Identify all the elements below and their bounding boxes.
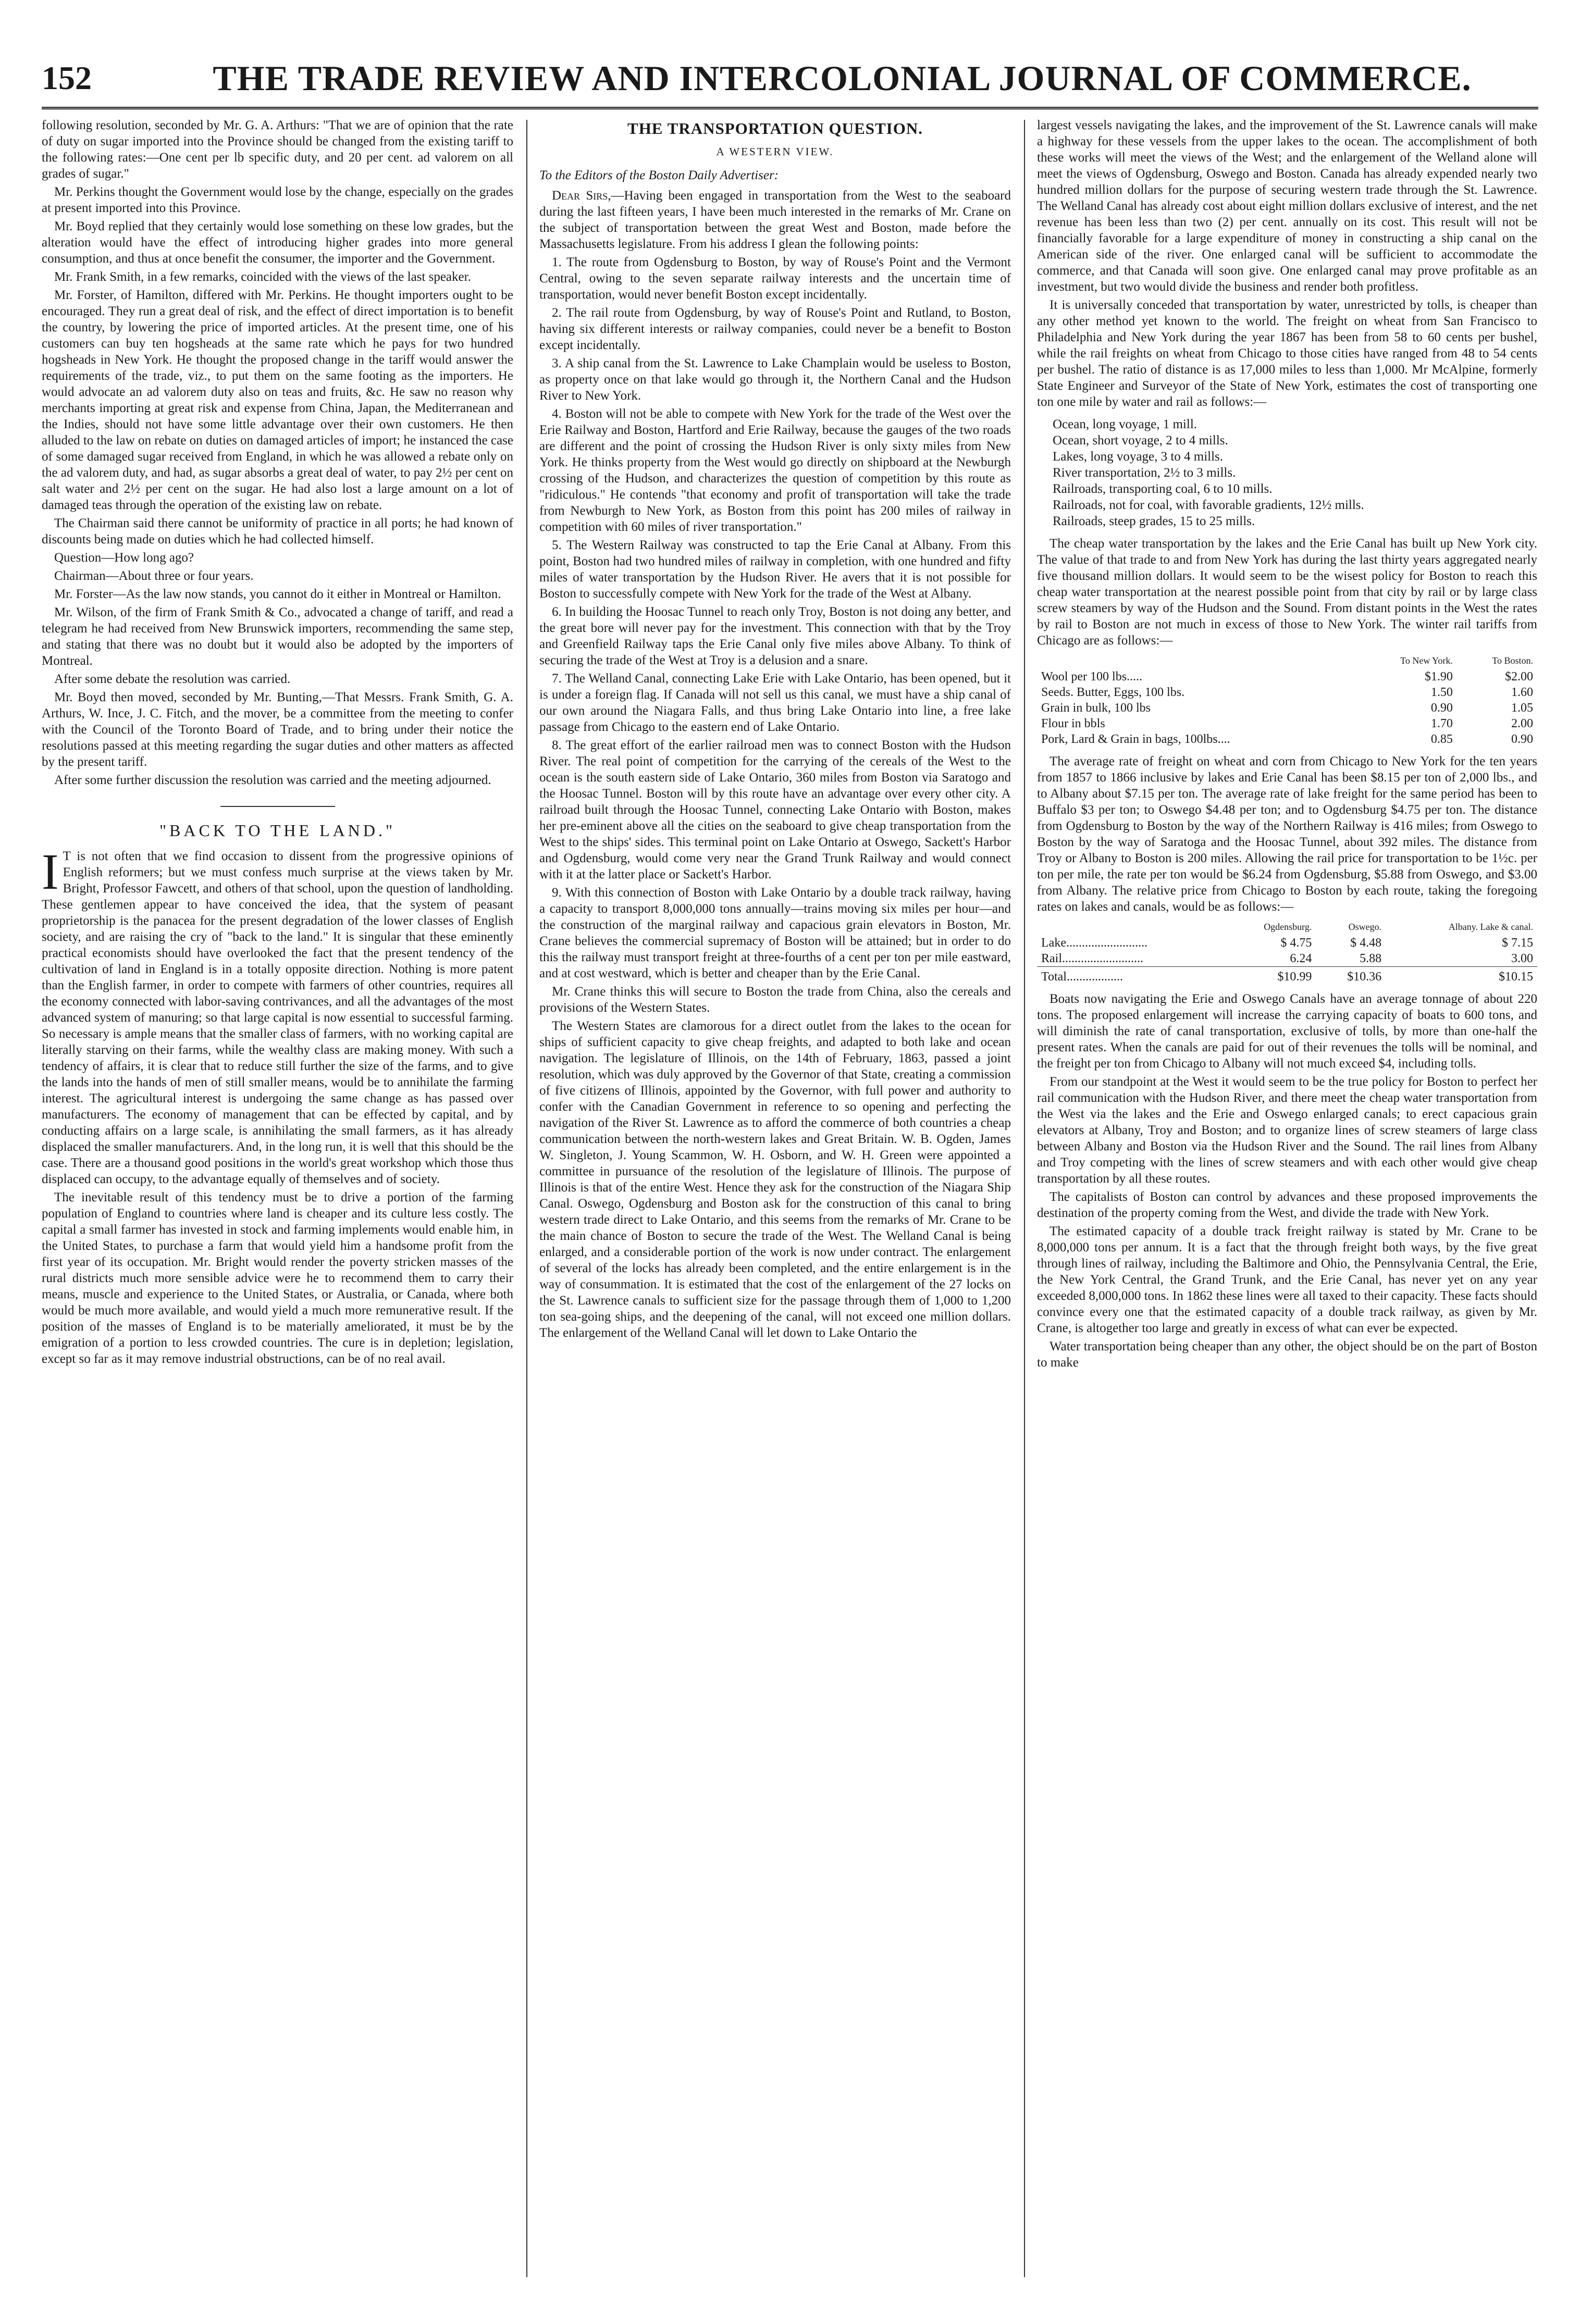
running-header bbox=[42, 55, 1538, 107]
table-cell: 0.90 bbox=[1511, 732, 1533, 746]
table-row bbox=[1037, 731, 1537, 747]
paragraph: 4. Boston will not be able to compete with New York for the trade of the West over the Erie Railway and Boston, Hartford and Erie Railway, because the gauges of the two roads are different and the point of crossing the Hudson River is only sixty miles from New York. He thinks property from the West would go directly on shipboard at the Newburgh crossing of the Hudson, and characterizes the question of competition by this route as "ridiculous." He contends "that economy and profit of transportation will take the trade from Newburgh to New York, as Boston from this point has 200 miles of railway in competition with 60 miles of river transportation." bbox=[539, 407, 1011, 534]
paragraph: After some further discussion the resolution was carried and the meeting adjourned. bbox=[54, 773, 491, 787]
drop-cap: I bbox=[42, 844, 59, 900]
paragraph: 7. The Welland Canal, connecting Lake Erie with Lake Ontario, has been opened, but it is under a foreign flag. If Canada will not sell us this canal, we must have a ship canal of our own around the Niagara Falls, and thus bring Lake Ontario into line, a free lake passage from Chicago to the eastern end of Lake Ontario. bbox=[539, 672, 1011, 734]
table-cell: $ 4.75 bbox=[1280, 936, 1312, 950]
paragraph: 8. The great effort of the earlier railroad men was to connect Boston with the Hudson River. The real point of competition for the carrying of the cereals of the West to the ocean is the south eastern side of Lake Ontario, 360 miles from Boston via Saratogo and the Hoosac Tunnel. Boston will by this route have an advantage over every other city. A railroad built through the Hoosac Tunnel, connecting Lake Ontario with Boston, makes her pre-eminent above all the cities on the seaboard to give cheap transportation from the West to the ships' sides. This terminal point on Lake Ontario at Oswego, Sackett's Harbor and Ogdensburg, would come very near the Grand Trunk Railway and would connect with it at the latter place or Sackett's Harbor. bbox=[539, 738, 1011, 881]
paragraph: Water transportation being cheaper than any other, the object should be on the part of Boston to make bbox=[1037, 1339, 1537, 1370]
paragraph: 2. The rail route from Ogdensburg, by way of Rouse's Point and Rutland, to Boston, having six different interests or railway companies, could never be a benefit to Boston except incidentally. bbox=[539, 306, 1011, 352]
table-header-cell bbox=[1037, 919, 1224, 935]
paragraph: The estimated capacity of a double track freight railway is stated by Mr. Crane to be 8,000,000 tons per annum. It is a fact that the through freight both ways, by the five great through lines of railway, including the Baltimore and Ohio, the Pennsylvania Central, the Erie, the New York Central, the Grand Trunk, and the Erie Canal, has never yet on any year exceeded 8,000,000 tons. In 1862 these lines were all taxed to their capacity. These facts should convince every one that the estimated capacity of a double track railway, as given by Mr. Crane, is altogether too large and greatly in excess of what can ever be expected. bbox=[1037, 1224, 1537, 1335]
paragraph: Mr. Boyd then moved, seconded by Mr. Bunting,—That Messrs. Frank Smith, G. A. Arthurs, W. Ince, J. C. Fitch, and the mover, be a committee from the meeting to confer with the Council of the Toronto Board of Trade, and to bring under their notice the resolutions passed at this meeting regarding the sugar duties and other matters as affected by the present tariff. bbox=[42, 690, 513, 769]
table-cell: $2.00 bbox=[1505, 670, 1533, 683]
table-cell: $ 4.48 bbox=[1350, 936, 1382, 950]
list-item: Railroads, not for coal, with favorable gradients, 12½ mills. bbox=[1053, 498, 1364, 512]
article-title-back-to-the-land: "BACK TO THE LAND." bbox=[159, 821, 396, 840]
winter-tariff-table bbox=[1037, 653, 1537, 747]
article-subtitle: A WESTERN VIEW. bbox=[716, 145, 834, 158]
paragraph: The Western States are clamorous for a direct outlet from the lakes to the ocean for ships of sufficient capacity to give cheap freights, and adapted to both lake and ocean navigation. The legislature of Illinois, on the 14th of February, 1863, passed a joint resolution, which was duly approved by the Governor of that State, creating a commission of five citizens of Illinois, appointed by the Governor, with full power and authority to confer with the Canadian Government in reference to so opening and perfecting the navigation of the River St. Lawrence as to afford the commerce of both countries a cheap communication between the north-western lakes and Great Britain. W. B. Ogden, James W. Singleton, J. Young Scammon, W. H. Osborn, and W. H. Green were appointed a committee in pursuance of the resolution of the legislature of Illinois. The purpose of Illinois is that of the entire West. Hence they ask for the construction of the Niagara Ship Canal. Oswego, Ogdensburg and Boston ask for the construction of this canal to bring western trade direct to Lake Ontario, and this seems from the remarks of Mr. Crane to be the main chance of Boston to secure the trade of the West. The Welland Canal is being enlarged, and a considerable portion of the work is now under contract. The enlargement of several of the locks has already been completed, and the entire enlargement is in the way of consummation. It is estimated that the cost of the enlargement of the 27 locks on the St. Lawrence canals to sufficient size for the passage through them of 1,000 to 1,200 ton sea-going ships, and the deepening of the canal, will not exceed one million dollars. The enlargement of the Welland Canal will let down to Lake Ontario the bbox=[539, 1019, 1011, 1340]
table-cell: 3.00 bbox=[1511, 952, 1533, 965]
table-cell: Flour in bbls bbox=[1041, 717, 1105, 730]
table-cell: Pork, Lard & Grain in bags, 100lbs.... bbox=[1041, 732, 1230, 746]
route-cost-table bbox=[1037, 919, 1537, 985]
paragraph: The Chairman said there cannot be uniformity of practice in all ports; he had known of discounts being made on duties which he had collected himself. bbox=[42, 516, 513, 546]
table-cell: Wool per 100 lbs..... bbox=[1041, 670, 1143, 683]
paragraph-with-drop-cap bbox=[42, 844, 513, 1187]
table-cell: 1.70 bbox=[1430, 717, 1453, 730]
paragraph: 1. The route from Ogdensburg to Boston, by way of Rouse's Point and the Vermont Central, owing to the seven separate railway interests and the uncertain time of transportation, would never benefit Boston except incidentally. bbox=[539, 255, 1011, 302]
table-cell: 2.00 bbox=[1511, 717, 1533, 730]
paragraph: Mr. Boyd replied that they certainly would lose something on these low grades, but the alteration would have the effect of introducing higher grades into more general consumption, and thus at once benefit the consumer, the importer and the Government. bbox=[42, 219, 513, 266]
paragraph: Mr. Perkins thought the Government would lose by the change, especially on the grades at present imported into this Province. bbox=[42, 185, 513, 215]
paragraph bbox=[539, 188, 1011, 252]
journal-title: THE TRADE REVIEW AND INTERCOLONIAL JOURNAL OF COMMERCE. bbox=[213, 58, 1472, 98]
paragraph: Mr. Forster, of Hamilton, differed with Mr. Perkins. He thought importers ought to be encouraged. They run a great deal of risk, and the effect of direct importation is to benefit the country, by lowering the price of imported articles. At the present time, one of his customers can buy ten hogsheads at the same rate which he pays for two hundred hogsheads in New York. He thought the proposed change in the tariff would answer the requirements of the trade, viz., to put them on the same footing as the importers. He would advocate an ad valorem duty also on teas and fruits, &c. He saw no reason why merchants importing at great risk and expense from China, Japan, the Mediterranean and the Indies, should not have some little advantage over their own customers. He then alluded to the law on rebate on duties on damaged articles of import; he instanced the case of some damaged sugar received from England, in which he was allowed a rebate only on the ad valorem duty, and had, as sugar absorbs a great deal of water, to pay 2½ per cent on salt water and 2½ per cent on the sugar. He had also lost a large amount on a lot of damaged teas through the operation of the existing law on rebate. bbox=[42, 288, 513, 512]
paragraph: 5. The Western Railway was constructed to tap the Erie Canal at Albany. From this point, Boston had two hundred miles of railway in completion, with one hundred and fifty miles of water transportation by the Hudson River. He avers that it is not possible for Boston to successfully compete with New York for the trade of the West at Albany. bbox=[539, 538, 1011, 601]
list-item: Railroads, steep grades, 15 to 25 mills. bbox=[1053, 514, 1255, 528]
table-cell: Seeds. Butter, Eggs, 100 lbs. bbox=[1041, 686, 1185, 699]
paragraph: The inevitable result of this tendency must be to drive a portion of the farming population of England to countries where land is cheaper and its culture less costly. The capital a small farmer has invested in stock and farming implements would enable him, in the United States, to purchase a farm that would yield him a handsome profit from the first year of its occupation. Mr. Bright would render the poverty stricken masses of the rural districts much more sensible advice were he to recommend them to carry their means, muscle and experience to the United States, or Australia, or Canada, where both would be much more available, and would yield a much more remunerative result. If the position of the masses of England is to be materially ameliorated, it must be by the emigration of a portion to less crowded countries. The cure is in depletion; legislation, except so far as it may remove industrial obstructions, can be of no real avail. bbox=[42, 1190, 513, 1366]
table-row bbox=[1037, 700, 1537, 716]
cost-list bbox=[1053, 416, 1537, 529]
table-cell: $ 7.15 bbox=[1502, 936, 1533, 950]
table-cell: 1.50 bbox=[1430, 686, 1453, 699]
paragraph: Chairman—About three or four years. bbox=[54, 569, 254, 583]
paragraph: 9. With this connection of Boston with Lake Ontario by a double track railway, having a capacity to transport 8,000,000 tons annually—trains moving six miles per hour—and the construction of the marginal railway and capacious grain elevators in Boston, Mr. Crane believes the commercial supremacy of Boston will be attained; but in order to do this the railway must transport freight at three-fourths of a cent per ton per mile eastward, and at cost westward, which is better and cheaper than by the Erie Canal. bbox=[539, 886, 1011, 980]
table-cell: 1.05 bbox=[1511, 701, 1533, 715]
column-3 bbox=[1037, 117, 1537, 2277]
header-rule bbox=[42, 107, 1538, 109]
table-cell: 5.88 bbox=[1360, 952, 1382, 965]
table-row bbox=[1037, 685, 1537, 700]
paragraph: Mr. Wilson, of the firm of Frank Smith & Co., advocated a change of tariff, and read a telegram he had received from New Brunswick importers, recommending the same step, and stating that there was no doubt but it would also be adopted by the importers of Montreal. bbox=[42, 605, 513, 668]
column-rule-1 bbox=[526, 120, 527, 2277]
table-cell: 6.24 bbox=[1290, 952, 1312, 965]
table-cell: Rail.......................... bbox=[1041, 952, 1143, 965]
table-cell: Grain in bulk, 100 lbs bbox=[1041, 701, 1151, 715]
table-row bbox=[1037, 935, 1537, 951]
table-header-cell bbox=[1037, 653, 1358, 669]
table-header-cell: Albany. Lake & canal. bbox=[1448, 922, 1533, 932]
column-1 bbox=[42, 117, 513, 2277]
list-item: Ocean, long voyage, 1 mill. bbox=[1053, 417, 1198, 431]
table-header-cell: Oswego. bbox=[1348, 922, 1382, 932]
table-cell: $1.90 bbox=[1424, 670, 1453, 683]
table-cell: $10.99 bbox=[1224, 967, 1316, 985]
section-divider bbox=[220, 806, 335, 807]
table-row bbox=[1037, 716, 1537, 731]
table-header-cell: Ogdensburg. bbox=[1264, 922, 1312, 932]
paragraph: The average rate of freight on wheat and corn from Chicago to New York for the ten years from 1857 to 1866 inclusive by lakes and Erie Canal has been $8.15 per ton of 2,000 lbs., and to Albany about $7.15 per ton. The average rate of lake freight for the same period has been to Buffalo $3 per ton; to Oswego $4.48 per ton; and to Ogdensburg $4.75 per ton. The distance from Ogdensburg to Boston by the way of the Northern Railway is 416 miles; from Oswego to Boston by the way of Saratoga and the Hoosac Tunnel, about 392 miles. The distance from Troy or Albany to Boston is 200 miles. Allowing the rail price for transportation to be 1½c. per ton per mile, the rate per ton would be $6.24 from Ogdensburg, $5.88 from Oswego, and $3.00 from Albany. The relative price from Chicago to Boston by each route, taking the foregoing rates on lakes and canals, would be as follows:— bbox=[1037, 754, 1537, 914]
column-2 bbox=[539, 117, 1011, 2277]
paragraph: following resolution, seconded by Mr. G. A. Arthurs: "That we are of opinion that the rate of duty on sugar imported into the Province should be changed from the existing tariff to the following rates:—One cent per lb specific duty, and 20 per cent. ad valorem on all grades of sugar." bbox=[42, 118, 513, 181]
list-item: River transportation, 2½ to 3 mills. bbox=[1053, 466, 1236, 480]
paragraph: From our standpoint at the West it would seem to be the true policy for Boston to perfect her rail communication with the Hudson River, and there meet the cheap water transportation from the West via the lakes and the Erie and Oswego enlarged canals; to erect capacious grain elevators at Albany, Troy and Boston; and to organize lines of screw steamers of large class between Albany and Boston via the Hudson River and the Sound. The rail lines from Albany and Troy competing with the lines of screw steamers and with each other would give cheap transportation by all these routes. bbox=[1037, 1075, 1537, 1186]
table-cell: 1.60 bbox=[1511, 686, 1533, 699]
paragraph: The capitalists of Boston can control by advances and these proposed improvements the destination of the property coming from the West, and divide the trade with New York. bbox=[1037, 1190, 1537, 1220]
paragraph: The cheap water transportation by the lakes and the Erie Canal has built up New York city. The value of that trade to and from New York has during the last thirty years aggregated nearly five thousand million dollars. It would seem to be the wisest policy for Boston to reach this cheap water transportation at the nearest possible point from that city by rail or by large class screw steamers by way of the Hudson and the Sound. From distant points in the West the rates by rail to Boston are not much in excess of those to New York. The winter rail tariffs from Chicago are as follows:— bbox=[1037, 537, 1537, 648]
paragraph: largest vessels navigating the lakes, and the improvement of the St. Lawrence canals will make a highway for these vessels from the upper lakes to the ocean. The accomplishment of both these works will meet the views of the West; and the enlargement of the Welland alone will meet the views of Ogdensburg, Oswego and Boston. Canada has already expended nearly two hundred million dollars for the purpose of securing western trade through the St. Lawrence. The Welland Canal has already cost about eight million dollars exclusive of interest, and the net revenue has been less than two (2) per cent. annually on its cost. This result will not be financially favorable for a large expenditure of money in constructing a ship canal on the American side of the river. One enlarged canal will be sufficient to accommodate the commerce, and that Canada will soon give. One enlarged canal may prove profitable as an investment, but two would divide the business and render both profitless. bbox=[1037, 118, 1537, 294]
paragraph: 6. In building the Hoosac Tunnel to reach only Troy, Boston is not doing any better, and the great bore will never pay for the investment. This connection with that by the Troy and Greenfield Railway taps the Erie Canal only five miles above Albany. To think of securing the trade of the West at Troy is a delusion and a snare. bbox=[539, 605, 1011, 667]
table-header-row bbox=[1037, 653, 1537, 669]
paragraph: 3. A ship canal from the St. Lawrence to Lake Champlain would be useless to Boston, as property once on that lake would go through it, the Northern Canal and the Hudson River to New York. bbox=[539, 356, 1011, 403]
paragraph: Boats now navigating the Erie and Oswego Canals have an average tonnage of about 220 tons. The proposed enlargement will increase the carrying capacity of boats to 600 tons, and will diminish the rate of canal transportation, exclusive of tolls, by more than one-half the present rates. When the canals are paid for out of their revenues the tolls will be nominal, and the freight per ton from Chicago to Albany will not much exceed $4, including tolls. bbox=[1037, 992, 1537, 1071]
table-header-cell: To Boston. bbox=[1492, 655, 1533, 666]
list-item: Railroads, transporting coal, 6 to 10 mills. bbox=[1053, 482, 1273, 496]
table-row bbox=[1037, 951, 1537, 967]
table-cell: 0.90 bbox=[1430, 701, 1453, 715]
table-cell: Lake.......................... bbox=[1041, 936, 1147, 950]
table-cell: $10.15 bbox=[1386, 967, 1537, 985]
table-header-row bbox=[1037, 919, 1537, 935]
paragraph-text: —Having been engaged in transportation from the West to the seaboard during the last fifteen years, I have been much interested in the remarks of Mr. Crane on the subject of transportation between the great West and Boston, made before the Massachusetts legislature. From his address I glean the following points: bbox=[539, 189, 1011, 251]
paragraph: It is universally conceded that transportation by water, unrestricted by tolls, is cheaper than any other method yet known to the world. The freight on wheat from San Francisco to Philadelphia and New York during the year 1867 has been from 58 to 60 cents per bushel, while the rail freights on wheat from Chicago to those cities have ranged from 48 to 54 cents per bushel. The ratio of distance is as 17,000 miles to less than 1,000. Mr McAlpine, formerly State Engineer and Surveyor of the State of New York, estimates the cost of transporting one ton one mile by water and rail as follows:— bbox=[1037, 298, 1537, 409]
column-rule-2 bbox=[1024, 120, 1025, 2277]
table-total-row bbox=[1037, 967, 1537, 985]
table-cell: Total.................. bbox=[1037, 967, 1224, 985]
page-number: 152 bbox=[42, 59, 92, 96]
article-title-transportation: THE TRANSPORTATION QUESTION. bbox=[627, 119, 923, 138]
table-cell: $10.36 bbox=[1316, 967, 1386, 985]
paragraph: Mr. Frank Smith, in a few remarks, coincided with the views of the last speaker. bbox=[54, 270, 471, 284]
table-cell: 0.85 bbox=[1430, 732, 1453, 746]
list-item: Lakes, long voyage, 3 to 4 mills. bbox=[1053, 450, 1224, 464]
list-item: Ocean, short voyage, 2 to 4 mills. bbox=[1053, 433, 1228, 448]
paragraph: Mr. Crane thinks this will secure to Boston the trade from China, also the cereals and provisions of the Western States. bbox=[539, 985, 1011, 1015]
addressee-line: To the Editors of the Boston Daily Advertiser: bbox=[539, 168, 779, 182]
table-header-cell: To New York. bbox=[1400, 655, 1453, 666]
paragraph-text: T is not often that we find occasion to dissent from the progressive opinions of English reformers; but we must confess much surprise at the views taken by Mr. Bright, Professor Fawcett, and others of that school, upon the question of landholding. These gentlemen appear to have conceived the idea, that the system of peasant proprietorship is the panacea for the present degradation of the lower classes of English society, and are raising the cry of "back to the land." It is singular that these eminently practical economists should have overlooked the fact that the present tendency of the cultivation of land in England is in a totally opposite direction. Nothing is more patent than the English farmer, in order to compete with farmers of other countries, requires all the economy connected with labor-saving contrivances, and all the advantages of the most advanced system of manuring; so that large capital is now essential to successful farming. So necessary is ample means that the smaller class of farmers, with no working capital are literally starving on their farms, while the wealthy class are making money. With such a tendency of affairs, it is clear that to reduce still further the size of the farms, and to give the lands into the hands of men of still smaller means, would be to annihilate the farming interest. The agricultural interest is undergoing the same change as has passed over manufacturers. The economy of management that can be effected by capital, and by conducting affairs on a large scale, is annihilating the small farmers, as it has already displaced the smaller manufacturers. And, in the long run, it is well that this should be the case. There are a thousand good positions in the world's great workshop which those thus displaced can occupy, to the advantage equally of themselves and of society. bbox=[42, 849, 513, 1186]
table-row bbox=[1037, 669, 1537, 685]
salutation: Dear Sirs, bbox=[552, 189, 611, 203]
paragraph: Question—How long ago? bbox=[54, 551, 194, 565]
paragraph: After some debate the resolution was carried. bbox=[54, 672, 291, 686]
paragraph: Mr. Forster—As the law now stands, you cannot do it either in Montreal or Hamilton. bbox=[54, 587, 501, 601]
